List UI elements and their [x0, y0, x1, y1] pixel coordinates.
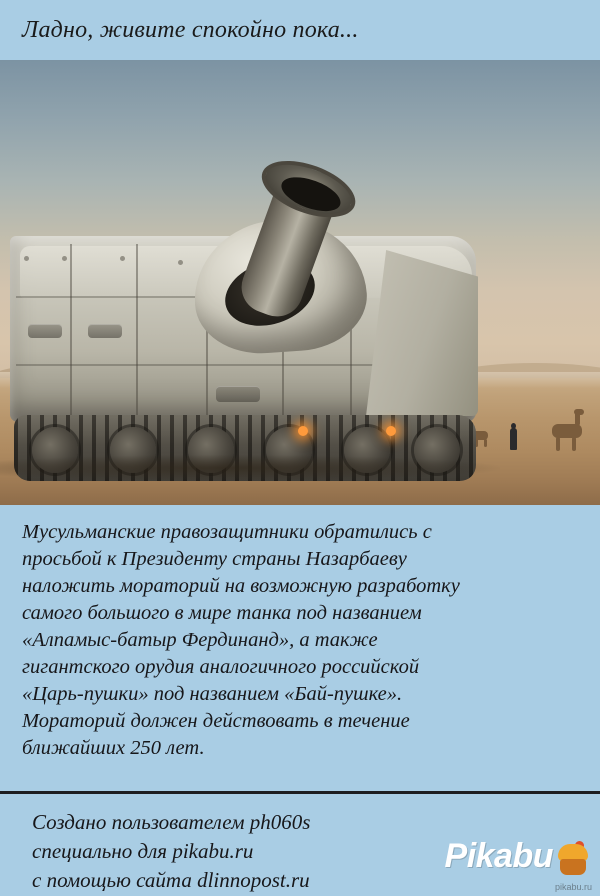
hull-bolt-2	[62, 256, 67, 261]
camel-right	[552, 424, 582, 438]
hull-seam-2	[136, 244, 138, 420]
caption-line-6: гигантского орудия аналогичного российской	[22, 656, 420, 679]
giant-tank	[6, 210, 476, 470]
caption-line-2: просьбой к Президенту страны Назарбаеву	[22, 548, 407, 571]
camel-mid-leg2	[484, 439, 487, 447]
caption-line-9: ближайших 250 лет.	[22, 737, 205, 760]
title-bar	[0, 0, 600, 60]
camel-right-leg1	[556, 437, 560, 451]
hull-hatch-2	[88, 324, 122, 338]
hull-bolt-4	[178, 260, 183, 265]
hull-seam-1	[70, 244, 72, 420]
footer-line-3: с помощью сайта dlinnopost.ru	[32, 867, 310, 892]
page-title: Ладно, живите спокойно пока...	[22, 16, 359, 43]
caption-line-7: «Царь-пушки» под названием «Бай-пушке».	[22, 683, 403, 706]
pikabu-logo-text: Pikabu	[444, 837, 553, 875]
caption-line-3: наложить мораторий на возможную разработку	[22, 575, 460, 598]
hull-hatch-3	[216, 386, 260, 402]
tank-ground-shadow	[0, 455, 500, 481]
tank-light-2	[386, 426, 396, 436]
caption-line-1: Мусульманские правозащитники обратились с	[22, 521, 432, 543]
tank-light-1	[298, 426, 308, 436]
footer-line-2: специально для pikabu.ru	[32, 838, 254, 863]
camel-right-leg2	[572, 437, 576, 451]
caption-line-5: «Алпамыс-батыр Фердинанд», а также	[22, 629, 378, 652]
hull-bolt-1	[24, 256, 29, 261]
hull-hatch-1	[28, 324, 62, 338]
cupcake-icon	[556, 844, 590, 876]
person-walking	[510, 428, 517, 450]
caption-line-4: самого большого в мире танка под названием	[22, 602, 422, 625]
cupcake-base-icon	[560, 859, 586, 875]
person-head	[511, 423, 516, 429]
caption-block	[0, 505, 600, 792]
camel-right-head	[574, 409, 584, 415]
site-watermark: pikabu.ru	[554, 882, 592, 892]
hull-bolt-3	[120, 256, 125, 261]
pikabu-logo	[445, 837, 590, 876]
footer-block	[0, 794, 600, 896]
caption-line-8: Мораторий должен действовать в течение	[22, 710, 410, 733]
footer-line-1: Создано пользователем ph060s	[32, 810, 311, 834]
main-photo	[0, 60, 600, 505]
photo-scene	[0, 60, 600, 505]
